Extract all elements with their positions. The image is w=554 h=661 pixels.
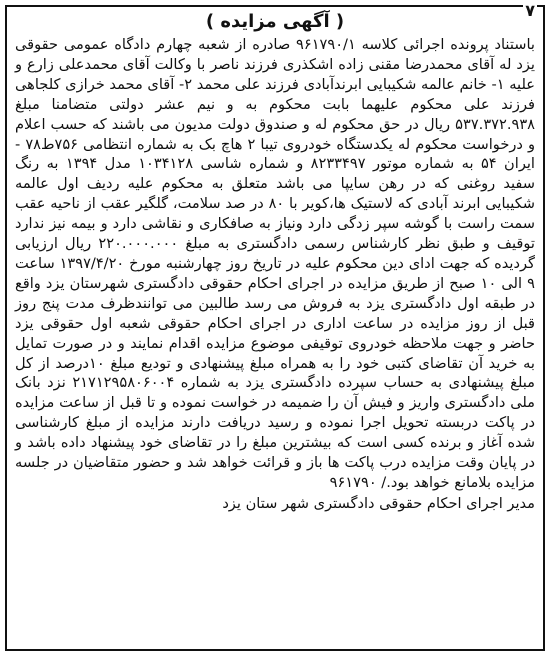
notice-signature: مدیر اجرای احکام حقوقی دادگستری شهر ستان یزد xyxy=(222,494,535,512)
auction-notice xyxy=(5,1,545,651)
notice-title: ( آگهی مزایده ) xyxy=(205,11,345,32)
notice-body: باستناد پرونده اجرائی کلاسه ۹۶۱۷۹۰/۱ صادره از شعبه چهارم دادگاه عمومی حقوقی یزد له آقای محمدرضا مقنی زاده اشکذری فرزند ناصر با وکالت آقای محمدعلی زارع و علیه ۱- خانم عالمه شکیبایی ابرندآبادی فرزند علی محمد ۲- آقای محمد خرازی کلجاهی فرزند علی محکوم علیهما بابت محکوم به و نیم عشر دولتی متضامنا مبلغ ۵۳۷.۳۷۲.۹۳۸ ریال در حق محکوم له و صندوق دولت مدیون می باشند که حسب اعلام و درخواست محکوم له یکدستگاه خودروی تیبا ۲ هاچ بک به شماره انتظامی ۷۵۶ط۷۸ - ایران ۵۴ به شماره موتور ۸۲۳۳۴۹۷ و شماره شاسی ۱۰۳۴۱۲۸ مدل ۱۳۹۴ به رنگ سفید روغنی که در رهن سایپا می باشد متعلق به محکوم علیه ردیف اول عالمه شکیبایی ابرند آبادی که لاستیک ها،کویر با ۸۰ در صد سلامت، گلگیر عقب از ناحیه عقب سمت راست با گوشه سپر زدگی دارد ونیاز به صافکاری و نقاشی دارد و بیمه نیز ندارد توقیف و طبق نظر کارشناس رسمی دادگستری به مبلغ ۲۲۰.۰۰۰.۰۰۰ ریال ارزیابی گردیده که جهت ادای دین محکوم علیه در تاریخ روز چهارشنبه مورخ ۱۳۹۷/۴/۲۰ ساعت ۹ الی ۱۰ صبح از طریق مزایده در اجرای احکام حقوقی دادگستری شهرستان یزد واقع در طبقه اول دادگستری یزد به فروش می رسد طالبین می توانندظرف مدت پنج روز قبل از روز مزایده در ساعت اداری در اجرای احکام حقوقی شعبه اول حقوقی یزد حاضر و جهت ملاحظه خودروی توقیفی موضوع مزایده اقدام نمایند و در صورت تمایل به خرید آن تقاضای کتبی خود را به همراه مبلغ پیشنهادی و تودیع مبلغ ۱۰درصد از کل مبلغ پیشنهادی به حساب سپرده دادگستری یزد به شماره ۲۱۷۱۲۹۵۸۰۶۰۰۴ نزد بانک ملی دادگستری واریز و فیش آن را ضمیمه در خواست نموده و تا قبل از ساعت مزایده در پاکت دربسته تحویل اجرا نموده و رسید دریافت دارند مزایده از مبلغ کارشناسی شده آغاز و برنده کسی است که بیشترین مبلغ را در تقاضای خود پیشنهاد داده باشد و در پایان وقت مزایده درب پاکت ها باز و قرائت خواهد شد و حضور متقاضیان در جلسه مزایده بلامانع خواهد بود./ ۹۶۱۷۹۰ xyxy=(15,36,535,491)
corner-mark: ٧ xyxy=(525,1,535,20)
